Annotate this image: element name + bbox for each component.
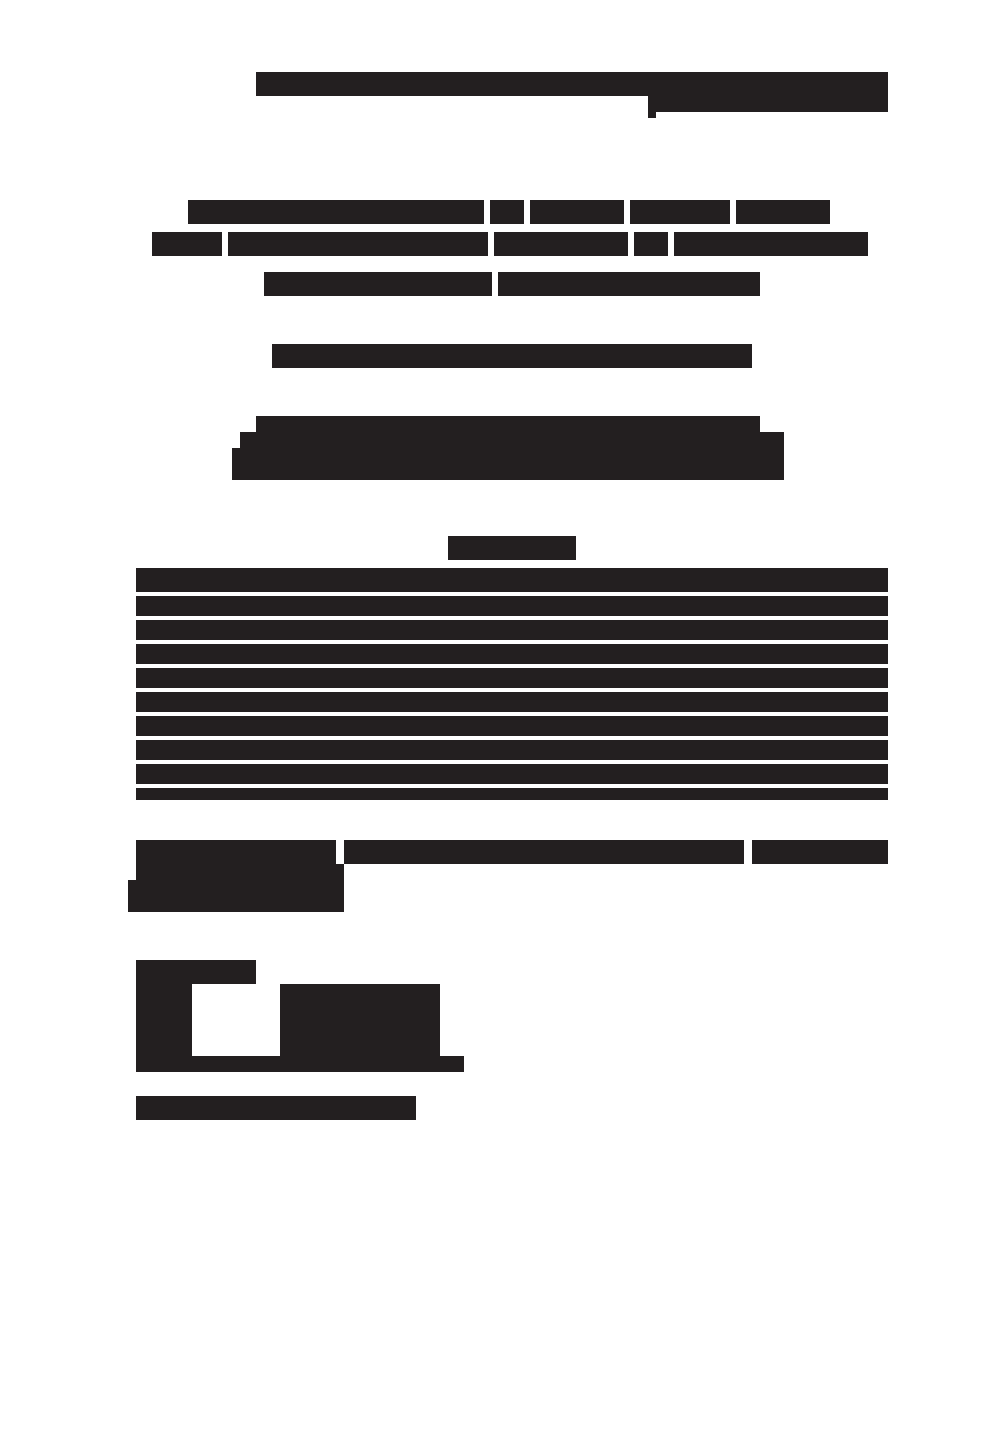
redacted-doi-line (136, 1096, 416, 1120)
redacted-correspondence-line (136, 984, 440, 1056)
redacted-keywords-line (136, 864, 344, 880)
redacted-text-line (256, 72, 888, 96)
redacted-keywords-line (128, 880, 344, 912)
abstract-heading (448, 536, 576, 560)
redacted-title-line (264, 272, 760, 296)
redacted-author-line (272, 344, 752, 368)
redacted-keywords-line (136, 840, 888, 864)
redacted-text-line (648, 96, 888, 112)
redacted-correspondence-line (136, 960, 256, 984)
redacted-title-line (152, 232, 868, 256)
redacted-correspondence-line (136, 1056, 464, 1072)
redacted-affiliation-line (256, 416, 760, 432)
redacted-affiliation-line (232, 448, 784, 480)
redacted-affiliation-line (240, 432, 784, 448)
redacted-text-line (648, 110, 656, 118)
abstract-body (136, 568, 888, 800)
